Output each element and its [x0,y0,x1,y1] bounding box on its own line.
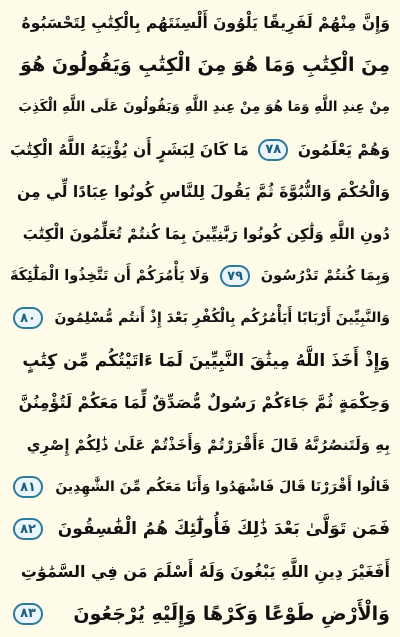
verse-text: وَهُمْ يَعْلَمُونَ [297,140,390,159]
verse-text: أَفَغَيْرَ دِينِ اللَّهِ يَبْغُونَ وَلَهُ أَسْلَمَ مَن فِي السَّمَٰوَٰتِ [20,562,390,582]
ayah-number-marker: ٧٨ [258,139,288,161]
text-line [10,424,390,466]
text-line [10,297,390,339]
verse-text: فَمَن تَوَلَّىٰ بَعْدَ ذَٰلِكَ فَأُولَٰٓئِكَ هُمُ الْفَٰسِقُونَ [57,519,390,540]
verse-text: وَالنَّبِيِّينَ أَرْبَابًا أَيَأْمُرُكُم بِالْكُفْرِ بَعْدَ إِذْ أَنتُم مُّسْلِمُونَ [54,310,390,327]
verse-text: وَحِكْمَةٍ ثُمَّ جَاءَكُمْ رَسُولٌ مُّصَدِّقٌ لِّمَا مَعَكُمْ لَتُؤْمِنُنَّ [18,393,390,413]
ayah-number-marker: ٨٣ [13,603,43,625]
text-line [10,213,390,255]
verse-text: مِنْ عِندِ اللَّهِ وَمَا هُوَ مِنْ عِندِ اللَّهِ وَيَقُولُونَ عَلَى اللَّهِ الْكَذِبَ [18,99,390,116]
text-line [10,340,390,382]
ayah-number-marker: ٨٢ [13,518,43,540]
text-line [10,593,390,635]
text-line [10,466,390,508]
text-line [10,44,390,86]
ayah-number-marker: ٧٩ [220,265,250,287]
text-line [10,255,390,297]
verse-text: دُونِ اللَّهِ وَلَٰكِن كُونُوا رَبَّٰنِيِّينَ بِمَا كُنتُمْ تُعَلِّمُونَ الْكِتَٰبَ [22,225,390,244]
text-line [10,550,390,592]
ayah-number-marker: ٨١ [13,476,43,498]
verse-text: وَالْحُكْمَ وَالنُّبُوَّةَ ثُمَّ يَقُولَ لِلنَّاسِ كُونُوا عِبَادًا لِّي مِن [17,182,390,201]
verse-text: وَإِذْ أَخَذَ اللَّهُ مِيثَٰقَ النَّبِيِّينَ لَمَا ءَاتَيْتُكُم مِّن كِتَٰبٍ [22,350,390,371]
verse-text: قَالُوا أَقْرَرْنَا قَالَ فَاشْهَدُوا وَأَنَا مَعَكُم مِّنَ الشَّٰهِدِينَ [55,479,390,496]
verse-text: وَبِمَا كُنتُمْ تَدْرُسُونَ [260,268,390,285]
text-line [10,382,390,424]
verse-text: وَإِنَّ مِنْهُمْ لَفَرِيقًا يَلْوُونَ أَلْسِنَتَهُم بِالْكِتَٰبِ لِتَحْسَبُوهُ [21,14,390,33]
text-line [10,86,390,128]
verse-text: وَلَا يَأْمُرَكُمْ أَن تَتَّخِذُوا الْمَلَٰٓئِكَةَ [10,268,210,285]
verse-text: وَالْأَرْضِ طَوْعًا وَكَرْهًا وَإِلَيْهِ يُرْجَعُونَ [73,602,390,625]
text-line [10,2,390,44]
text-line [10,129,390,171]
verse-text: بِهِ وَلَتَنصُرُنَّهُ قَالَ ءَأَقْرَرْتُمْ وَأَخَذْتُمْ عَلَىٰ ذَٰلِكُمْ إِصْرِي [26,435,390,454]
verse-text: مِنَ الْكِتَٰبِ وَمَا هُوَ مِنَ الْكِتَٰبِ وَيَقُولُونَ هُوَ [20,54,390,77]
verse-text: مَا كَانَ لِبَشَرٍ أَن يُؤْتِيَهُ اللَّهُ الْكِتَٰبَ [10,140,249,159]
text-line [10,171,390,213]
ayah-number-marker: ٨٠ [13,307,43,329]
text-line [10,508,390,550]
